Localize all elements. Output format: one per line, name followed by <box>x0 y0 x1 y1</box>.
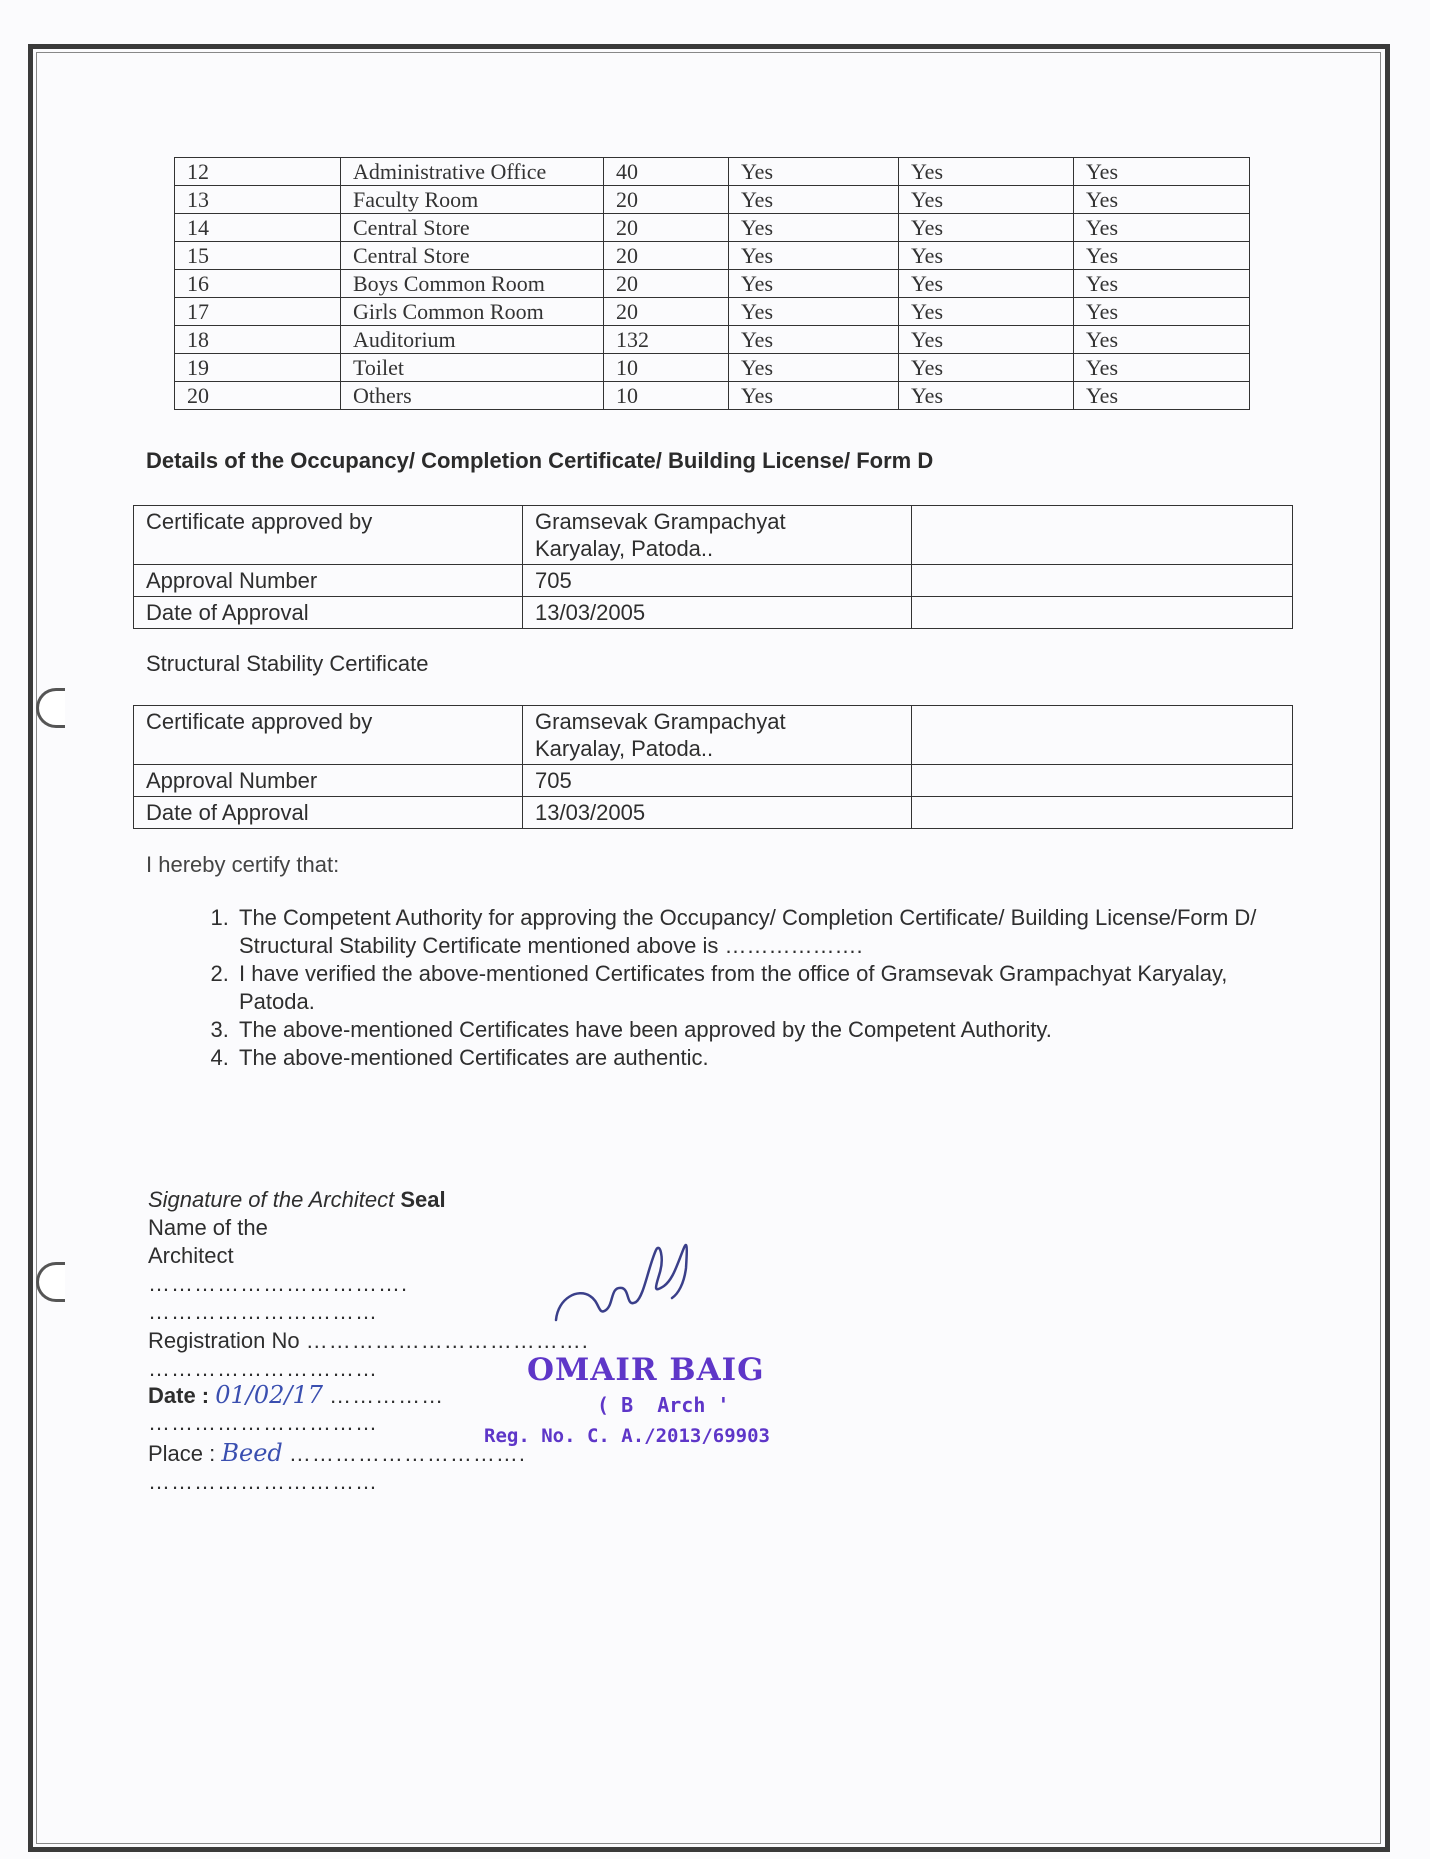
list-item: 4. The above-mentioned Certificates are authentic. <box>235 1044 1295 1072</box>
table-cell: Yes <box>899 242 1074 270</box>
table-cell: Central Store <box>341 242 604 270</box>
date-of-approval-value: 13/03/2005 <box>523 797 912 829</box>
approved-by-line2: Karyalay, Patoda.. <box>535 536 714 561</box>
place-handwritten: Beed <box>221 1439 283 1467</box>
table-cell: Yes <box>1074 326 1250 354</box>
table-cell: Yes <box>1074 214 1250 242</box>
date-dots-2: ………………………… <box>148 1410 378 1435</box>
table-cell: 132 <box>604 326 729 354</box>
registration-label: Registration No <box>148 1328 300 1353</box>
table-cell: 13 <box>175 186 341 214</box>
table-cell: 20 <box>175 382 341 410</box>
table-cell: Yes <box>1074 354 1250 382</box>
signature-heading <box>148 1186 446 1214</box>
date-line <box>148 1381 444 1410</box>
stamp-registration: Reg. No. C. A./2013/69903 <box>484 1425 770 1447</box>
name-dots-1: ……………………………. <box>148 1271 409 1296</box>
table-cell: Yes <box>899 354 1074 382</box>
table-cell: Yes <box>729 354 899 382</box>
structural-table <box>133 705 1293 829</box>
table-cell: Yes <box>729 270 899 298</box>
place-line <box>148 1439 526 1468</box>
table-row <box>175 158 1250 186</box>
table-cell: Yes <box>1074 186 1250 214</box>
list-item: 1. The Competent Authority for approving the Occupancy/ Completion Certificate/ Building License/Form D/ Structural Stability Certificate mentioned above is ………………. <box>235 904 1295 960</box>
table-row <box>175 382 1250 410</box>
table-row <box>134 597 1293 629</box>
empty-cell <box>912 706 1293 765</box>
table-row <box>134 706 1293 765</box>
name-label-line1: Name of the <box>148 1215 268 1240</box>
registration-dots-2: ………………………… <box>148 1356 378 1381</box>
table-cell: Yes <box>899 158 1074 186</box>
table-cell: Administrative Office <box>341 158 604 186</box>
approval-number-label: Approval Number <box>134 765 523 797</box>
table-cell: 20 <box>604 242 729 270</box>
rooms-table <box>174 157 1250 410</box>
table-cell: Yes <box>899 382 1074 410</box>
date-of-approval-label: Date of Approval <box>134 797 523 829</box>
date-of-approval-value: 13/03/2005 <box>523 597 912 629</box>
table-cell: 20 <box>604 270 729 298</box>
table-cell: Yes <box>899 214 1074 242</box>
table-cell: 16 <box>175 270 341 298</box>
approval-number-value: 705 <box>523 565 912 597</box>
approved-by-value <box>523 506 912 565</box>
approved-by-value <box>523 706 912 765</box>
table-row <box>134 797 1293 829</box>
table-cell: Yes <box>729 186 899 214</box>
table-cell: 19 <box>175 354 341 382</box>
table-row <box>175 298 1250 326</box>
table-cell: 15 <box>175 242 341 270</box>
table-cell: Yes <box>899 270 1074 298</box>
table-cell: 10 <box>604 354 729 382</box>
seal-label: Seal <box>400 1187 446 1212</box>
approved-by-label: Certificate approved by <box>134 706 523 765</box>
place-dots: …………………………. <box>288 1441 527 1466</box>
table-cell: 17 <box>175 298 341 326</box>
place-dots-2: ………………………… <box>148 1469 378 1494</box>
table-cell: 20 <box>604 186 729 214</box>
table-cell: Yes <box>1074 270 1250 298</box>
name-dots-2: ………………………… <box>148 1299 378 1324</box>
table-cell: 12 <box>175 158 341 186</box>
table-row <box>134 506 1293 565</box>
table-row <box>134 565 1293 597</box>
empty-cell <box>912 765 1293 797</box>
table-cell: Yes <box>899 326 1074 354</box>
approved-by-line2: Karyalay, Patoda.. <box>535 736 714 761</box>
registration-line <box>148 1327 589 1355</box>
registration-dots: ………………………………. <box>305 1328 589 1353</box>
approval-number-label: Approval Number <box>134 565 523 597</box>
table-row <box>175 326 1250 354</box>
empty-cell <box>912 597 1293 629</box>
table-cell: Yes <box>729 382 899 410</box>
table-cell: 18 <box>175 326 341 354</box>
table-cell: Auditorium <box>341 326 604 354</box>
table-cell: Yes <box>729 214 899 242</box>
date-handwritten: 01/02/17 <box>215 1381 324 1409</box>
table-cell: 10 <box>604 382 729 410</box>
stamp-name: OMAIR BAIG <box>527 1352 765 1388</box>
empty-cell <box>912 797 1293 829</box>
name-label-line2: Architect <box>148 1243 234 1268</box>
table-row <box>175 214 1250 242</box>
table-cell: 40 <box>604 158 729 186</box>
table-cell: Girls Common Room <box>341 298 604 326</box>
table-cell: Yes <box>729 326 899 354</box>
place-label: Place : <box>148 1441 216 1466</box>
stamp-qualification: ( B Arch ' <box>597 1393 730 1417</box>
table-cell: Yes <box>899 298 1074 326</box>
table-row <box>175 242 1250 270</box>
approved-by-label: Certificate approved by <box>134 506 523 565</box>
approved-by-line1: Gramsevak Grampachyat <box>535 509 786 534</box>
date-of-approval-label: Date of Approval <box>134 597 523 629</box>
table-cell: Others <box>341 382 604 410</box>
table-cell: Yes <box>1074 298 1250 326</box>
certify-intro: I hereby certify that: <box>146 852 340 877</box>
table-cell: Yes <box>729 298 899 326</box>
table-row <box>175 186 1250 214</box>
empty-cell <box>912 506 1293 565</box>
date-label: Date : <box>148 1383 210 1408</box>
table-cell: Central Store <box>341 214 604 242</box>
table-cell: Yes <box>1074 158 1250 186</box>
occupancy-title: Details of the Occupancy/ Completion Certificate/ Building License/ Form D <box>146 448 934 473</box>
table-cell: Yes <box>1074 382 1250 410</box>
signature-label: Signature of the Architect <box>148 1187 395 1212</box>
table-row <box>175 354 1250 382</box>
table-cell: Toilet <box>341 354 604 382</box>
table-cell: Yes <box>899 186 1074 214</box>
list-item: 2. I have verified the above-mentioned Certificates from the office of Gramsevak Grampachyat Karyalay, Patoda. <box>235 960 1295 1016</box>
table-cell: 14 <box>175 214 341 242</box>
table-cell: Yes <box>729 158 899 186</box>
table-cell: Yes <box>729 242 899 270</box>
table-cell: Boys Common Room <box>341 270 604 298</box>
approved-by-line1: Gramsevak Grampachyat <box>535 709 786 734</box>
table-cell: Faculty Room <box>341 186 604 214</box>
table-cell: Yes <box>1074 242 1250 270</box>
occupancy-table <box>133 505 1293 629</box>
empty-cell <box>912 565 1293 597</box>
date-dots: …………… <box>329 1383 445 1408</box>
table-cell: 20 <box>604 298 729 326</box>
table-cell: 20 <box>604 214 729 242</box>
list-item: 3. The above-mentioned Certificates have been approved by the Competent Authority. <box>235 1016 1295 1044</box>
structural-title: Structural Stability Certificate <box>146 651 429 676</box>
certify-list <box>178 904 1295 1072</box>
approval-number-value: 705 <box>523 765 912 797</box>
table-row <box>175 270 1250 298</box>
handwritten-signature <box>548 1228 718 1328</box>
table-row <box>134 765 1293 797</box>
